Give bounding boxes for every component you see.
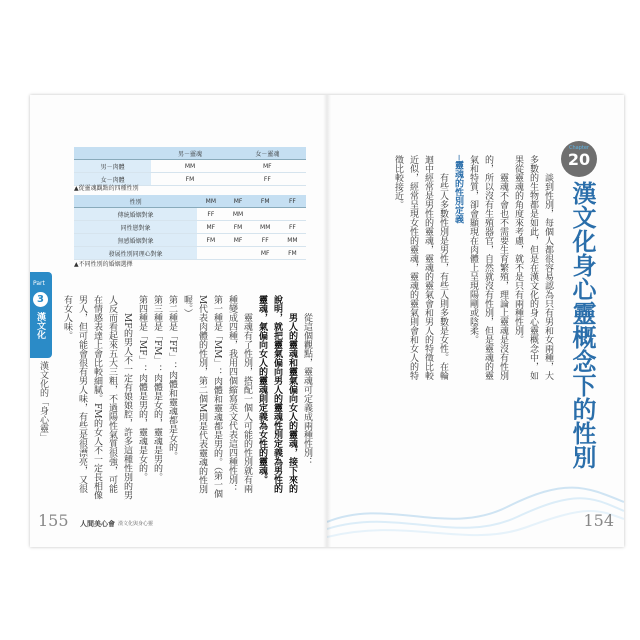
left-body-text xyxy=(56,295,314,500)
table-cell: 女－肉體 xyxy=(74,173,151,186)
wave-line xyxy=(327,488,624,522)
running-header: 漢文化的「身心靈」 xyxy=(38,361,48,442)
table-caption: ▲從靈魂觀點的四種性別 xyxy=(74,185,139,192)
table-row xyxy=(74,234,306,247)
table-cell: MM xyxy=(224,208,251,221)
table-cell: 發展性別同理心對象 xyxy=(74,247,197,260)
paragraph: 從這個觀點，靈魂可定義成兩種性別： xyxy=(302,313,312,466)
table-cell: FF xyxy=(229,173,306,186)
publisher-logo: 人間美心會 xyxy=(80,520,115,528)
table-row xyxy=(74,247,306,260)
table-row xyxy=(74,208,306,221)
paragraph: 靈魂不會也不需要生育繁殖，理論上靈魂是沒有性別的，所以沒有生殖器官，自然就沒有性別，但是靈魂的靈氣和特質，卻會顯現在肉體上呈現陽剛或陰柔。 xyxy=(468,155,508,380)
table-cell xyxy=(252,208,279,221)
table-cell: MM xyxy=(151,160,228,173)
table-cell: MM xyxy=(279,234,306,247)
table-cell: MF xyxy=(229,160,306,173)
table-header-cell: MF xyxy=(224,195,251,208)
table-cell xyxy=(279,208,306,221)
table-cell xyxy=(224,247,251,260)
four-genders-table xyxy=(74,147,306,186)
table-cell xyxy=(197,247,224,260)
table-header-row xyxy=(74,147,306,160)
chapter-badge xyxy=(561,141,597,177)
table-cell: 傳統婚姻對象 xyxy=(74,208,197,221)
paragraph: 靈魂有了性別，搭配一個人可能的性別就有兩種變成四種，我用四個縮寫英文代表這四種性別： xyxy=(227,295,252,493)
table-cell: MM xyxy=(252,221,279,234)
table-cell: 無感婚姻對象 xyxy=(74,234,197,247)
list-item: 第二種是「FF」：肉體和靈魂都是女的。 xyxy=(167,295,177,461)
paragraph: 有些人多數性別是男性，有些人則多數是女性。在輪迴中經常是男性的靈魂，靈魂的靈氣會和男人的特徵比較近似，經常呈現女性的靈魂，靈魂的靈氣則會和女人的特徵比較接近。 xyxy=(393,155,448,380)
paragraph: 談到性別，每個人都很容易認為只有男和女兩種，大多數的生物都是如此，但是在漢文化的身心靈概念中，如果從靈魂的角度來考慮，就不是只有兩種性別。 xyxy=(513,155,553,380)
page-number: 154 xyxy=(583,511,614,530)
table-cell: FF xyxy=(252,234,279,247)
table-cell: FF xyxy=(279,221,306,234)
table-cell: MF xyxy=(252,247,279,260)
table-cell: FM xyxy=(197,234,224,247)
table-row xyxy=(74,221,306,234)
table-cell: FM xyxy=(224,221,251,234)
table-header-cell: 男－靈魂 xyxy=(151,147,228,160)
table-header-cell: 性別 xyxy=(74,195,197,208)
table-header-cell: 女－靈魂 xyxy=(229,147,306,160)
table-cell: MF xyxy=(197,221,224,234)
page-number: 155 xyxy=(38,511,69,530)
table-cell: 男－肉體 xyxy=(74,160,151,173)
part-tab xyxy=(30,272,52,358)
table-header-cell xyxy=(74,147,151,160)
list-item: 第三種是「FM」：肉體是女的，靈魂是男的。 xyxy=(152,295,162,482)
series-name: 漢文化與身心靈 xyxy=(118,521,154,527)
part-name: 漢文化 xyxy=(35,312,45,339)
list-item: 第四種是「MF」：肉體是男的，靈魂是女的。 xyxy=(137,295,147,482)
left-page-155 xyxy=(30,95,327,547)
table-cell: FM xyxy=(151,173,228,186)
table-cell: 同性戀對象 xyxy=(74,221,197,234)
right-page-154 xyxy=(327,95,624,547)
table-header-cell: FF xyxy=(279,195,306,208)
table-cell: FF xyxy=(197,208,224,221)
book-gutter xyxy=(323,95,331,547)
table-row xyxy=(74,160,306,173)
paragraph: 男人的靈魂和靈氣偏向女人的靈魂，接下來的說明，就把靈氣偏向男人的靈魂性別定義為男性的靈魂，氣偏向女人的靈魂則定義為女性的靈魂。 xyxy=(257,295,297,493)
wave-line xyxy=(327,511,624,537)
table-caption: ▲不同性別的婚姻選擇 xyxy=(74,261,133,268)
wave-decoration xyxy=(327,427,624,547)
table-cell: FM xyxy=(279,247,306,260)
table-cell: MF xyxy=(224,234,251,247)
book-spread xyxy=(30,95,624,547)
table-header-cell: MM xyxy=(197,195,224,208)
right-body-text xyxy=(349,155,555,385)
table-header-row xyxy=(74,195,306,208)
paragraph: MF的男人不一定有娘娘腔，許多這種性別的男人反而看起來五大三粗，不過陽性氣質很強，可能在情感表達上會比較細膩。FM的女人不一定長相像男人，但可能會很有男人味，有些是很漂亮，又很有女人味。 xyxy=(62,295,132,500)
chapter-label: Chapter xyxy=(569,145,589,151)
part-number: 3 xyxy=(33,292,48,307)
chapter-title: 漢文化身心靈概念下的性別 xyxy=(568,181,597,469)
marriage-choice-table xyxy=(74,195,306,260)
part-tab-label: Part xyxy=(33,280,45,287)
table-header-cell: FM xyxy=(252,195,279,208)
chapter-number: 20 xyxy=(567,150,591,169)
list-item: 第一種是「MM」：肉體和靈魂都是男的。（第一個M代表肉體的性別，第二個M則是代表靈魂的性別喔。） xyxy=(182,295,222,498)
section-heading: ─靈魂的性別定義 xyxy=(453,155,463,224)
